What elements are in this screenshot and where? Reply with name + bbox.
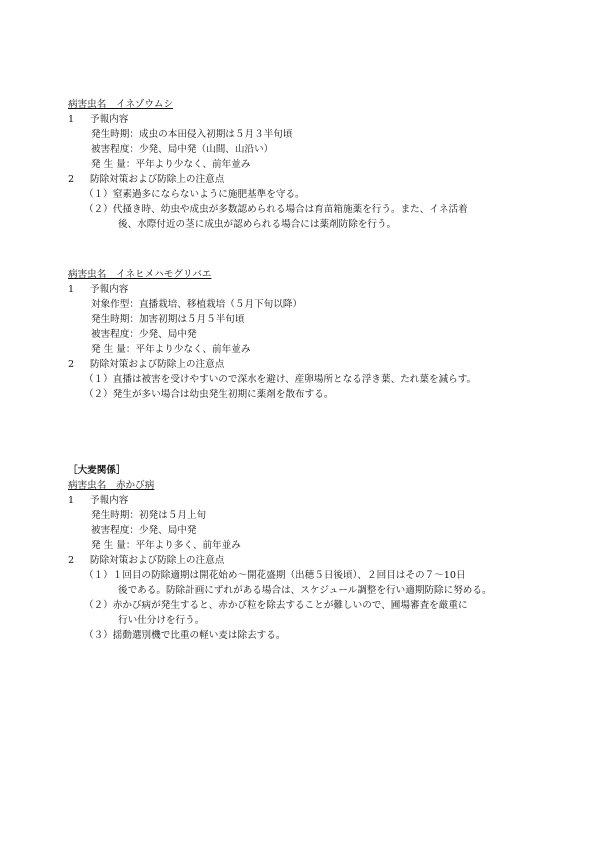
- measure-item: [68, 202, 548, 217]
- field-damage: 被害程度：少発、局中発: [91, 525, 197, 536]
- measure-text: 代掻き時、幼虫や成虫が多数認められる場合は育苗箱施薬を行う。また、イネ活着: [112, 204, 468, 215]
- heading-number: 2: [68, 555, 75, 566]
- measures-heading: [68, 553, 548, 568]
- measure-item: [68, 372, 548, 387]
- category-heading: ［大麦関係］: [68, 465, 126, 476]
- measure-number: （２）: [84, 204, 113, 215]
- forecast-heading: [68, 282, 548, 297]
- heading-text: 防除対策および防除上の注意点: [90, 359, 225, 370]
- measure-text: １回目の防除適期は開花始め～開花盛期（出穂５日後頃）、２回目はその７～10日: [112, 570, 466, 581]
- heading-text: 防除対策および防除上の注意点: [90, 174, 225, 185]
- measures-heading: [68, 357, 548, 372]
- forecast-heading: [68, 112, 548, 127]
- section-ine-zoumushi: [68, 97, 548, 232]
- heading-number: 2: [68, 174, 75, 185]
- field-amount: 発 生 量：平年より少なく、前年並み: [91, 159, 251, 170]
- measure-continuation: 後、水際付近の茎に成虫が認められる場合には薬剤防除を行う。: [118, 219, 397, 230]
- measure-item: [68, 387, 548, 402]
- measure-item: [68, 187, 548, 202]
- field-damage: 被害程度：少発、局中発（山間、山沿い）: [91, 144, 274, 155]
- pest-title: 病害虫名 イネゾウムシ: [68, 99, 174, 110]
- section-ine-himehamoguribae: [68, 267, 548, 402]
- measure-number: （１）: [84, 189, 113, 200]
- heading-text: 予報内容: [90, 284, 129, 295]
- measure-item: [68, 628, 548, 643]
- heading-text: 防除対策および防除上の注意点: [90, 555, 225, 566]
- heading-number: 1: [68, 284, 75, 295]
- measure-continuation: 行い仕分けを行う。: [118, 615, 205, 626]
- section-barley-akakabi: [68, 463, 548, 643]
- forecast-heading: [68, 493, 548, 508]
- pest-title: 病害虫名 イネヒメハモグリバエ: [68, 269, 212, 280]
- pest-title: 病害虫名 赤かび病: [68, 480, 155, 491]
- measure-item: [68, 598, 548, 613]
- field-timing: 発生時期：成虫の本田侵入初期は５月３半旬頃: [91, 129, 293, 140]
- measure-number: （２）: [84, 389, 113, 400]
- field-amount: 発 生 量：平年より少なく、前年並み: [91, 344, 251, 355]
- measure-number: （２）: [84, 600, 113, 611]
- measure-text: 発生が多い場合は幼虫発生初期に薬剤を散布する。: [112, 389, 334, 400]
- field-timing: 発生時期：加害初期は５月５半旬頃: [91, 314, 245, 325]
- measure-number: （３）: [84, 630, 113, 641]
- field-amount: 発 生 量：平年より多く、前年並み: [91, 540, 241, 551]
- measure-item: [68, 568, 548, 583]
- measure-text: 揺動選別機で比重の軽い麦は除去する。: [112, 630, 286, 641]
- measure-number: （１）: [84, 374, 113, 385]
- field-damage: 被害程度：少発、局中発: [91, 329, 197, 340]
- heading-number: 1: [68, 114, 75, 125]
- field-crop-type: 対象作型：直播栽培、移植栽培（５月下旬以降）: [91, 299, 303, 310]
- measure-text: 直播は被害を受けやすいので深水を避け、産卵場所となる浮き葉、たれ葉を減らす。: [112, 374, 477, 385]
- measures-heading: [68, 172, 548, 187]
- measure-number: （１）: [84, 570, 113, 581]
- measure-text: 赤かび病が発生すると、赤かび粒を除去することが難しいので、圃場審査を厳重に: [112, 600, 468, 611]
- heading-number: 2: [68, 359, 75, 370]
- heading-text: 予報内容: [90, 495, 129, 506]
- measure-continuation: 後である。防除計画にずれがある場合は、スケジュール調整を行い適期防除に努める。: [118, 585, 492, 596]
- field-timing: 発生時期：初発は５月上旬: [91, 510, 207, 521]
- measure-text: 窒素過多にならないように施肥基準を守る。: [112, 189, 305, 200]
- heading-text: 予報内容: [90, 114, 129, 125]
- heading-number: 1: [68, 495, 75, 506]
